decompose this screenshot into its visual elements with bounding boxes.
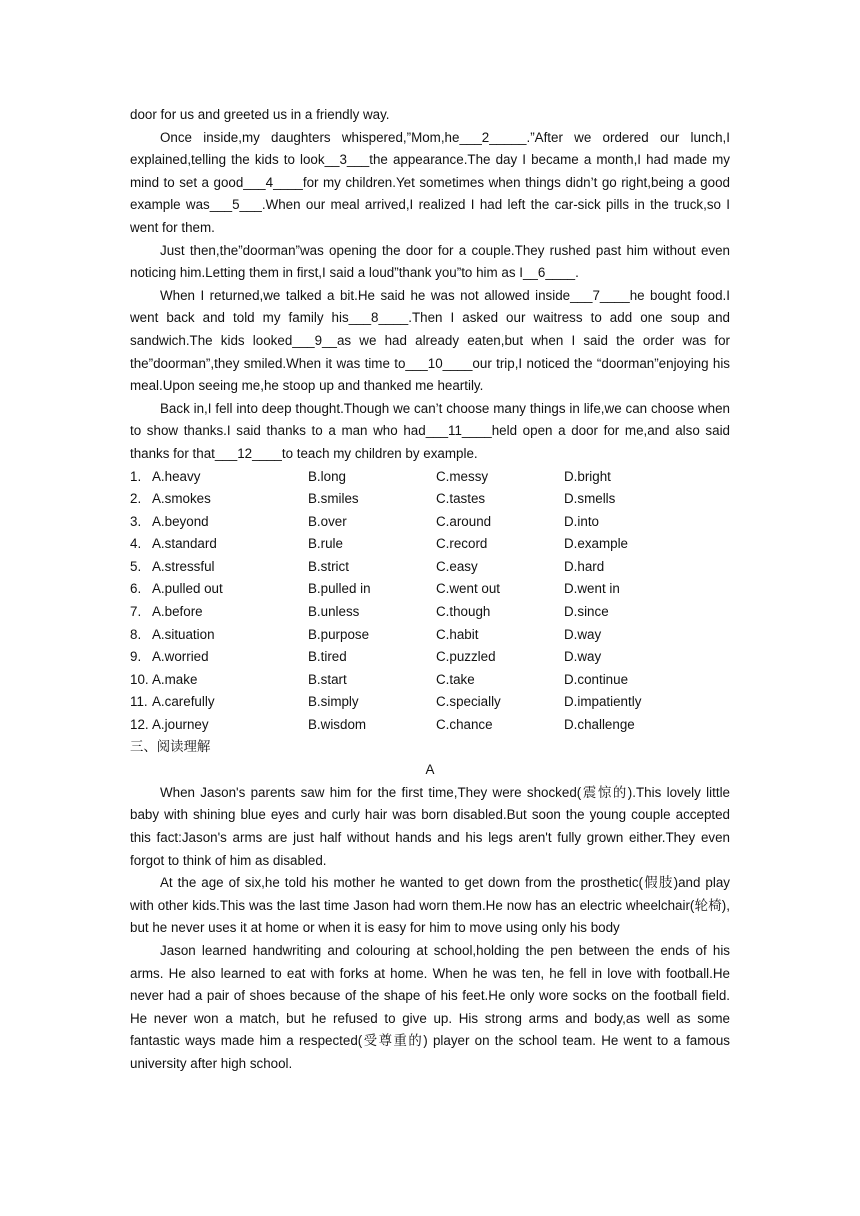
- option-a: A.journey: [152, 717, 209, 733]
- option-number: 7.: [130, 604, 142, 620]
- option-d: D.went in: [564, 581, 620, 597]
- option-d: D.impatiently: [564, 694, 642, 710]
- option-d: D.challenge: [564, 717, 635, 733]
- option-number: 4.: [130, 536, 142, 552]
- option-row: [130, 669, 730, 692]
- option-row: [130, 714, 730, 737]
- option-number: 9.: [130, 649, 142, 665]
- paragraph: Jason learned handwriting and colouring at school,holding the pen between the ends of his arms. He also learned to eat with forks at home. When he was ten, he fell in love with football.He never had a pair of shoes because of the shape of his feet.He only wore socks on the football field. He never won a match, but he refused to give up. His strong arms and body,as well as some fantastic ways made him a respected(受尊重的) player on the school team. He went to a famous university after high school.: [130, 942, 730, 1071]
- option-number: 5.: [130, 558, 142, 574]
- option-a: A.standard: [152, 536, 217, 552]
- option-number: 11.: [130, 694, 148, 710]
- option-c: C.puzzled: [436, 649, 496, 665]
- option-b: B.strict: [308, 558, 349, 574]
- option-c: C.habit: [436, 626, 479, 642]
- option-row: [130, 488, 730, 511]
- option-d: D.smells: [564, 491, 616, 507]
- option-a: A.situation: [152, 626, 215, 642]
- option-b: B.purpose: [308, 626, 370, 642]
- option-number: 2.: [130, 491, 142, 507]
- option-d: D.since: [564, 604, 609, 620]
- option-a: A.smokes: [152, 491, 211, 507]
- option-number: 3.: [130, 513, 142, 529]
- option-number: 8.: [130, 626, 142, 642]
- option-a: A.pulled out: [152, 581, 223, 597]
- option-b: B.wisdom: [308, 717, 367, 733]
- option-a: A.stressful: [152, 558, 215, 574]
- option-b: B.tired: [308, 649, 347, 665]
- option-c: C.chance: [436, 717, 493, 733]
- option-c: C.messy: [436, 468, 489, 484]
- paragraph: When Jason's parents saw him for the first time,They were shocked(震惊的).This lovely little baby with shining blue eyes and curly hair was born disabled.But soon the young couple accepted this fact:Jason's arms are just half without hands and his legs aren't fully grown either.They even forgot to think of him as disabled.: [130, 784, 730, 868]
- option-a: A.carefully: [152, 694, 215, 710]
- option-b: B.pulled in: [308, 581, 371, 597]
- option-row: [130, 624, 730, 647]
- options-list: [130, 466, 730, 737]
- option-b: B.simply: [308, 694, 359, 710]
- option-number: 12.: [130, 717, 149, 733]
- option-b: B.long: [308, 468, 346, 484]
- option-row: [130, 646, 730, 669]
- option-c: C.around: [436, 513, 492, 529]
- option-row: [130, 601, 730, 624]
- option-b: B.over: [308, 513, 347, 529]
- option-number: 10.: [130, 671, 149, 687]
- option-c: C.specially: [436, 694, 501, 710]
- paragraph: Once inside,my daughters whispered,”Mom,he___2_____.”After we ordered our lunch,I explained,telling the kids to look__3___the appearance.The day I became a month,I had made my mind to set a good___4____for my children.Yet sometimes when things didn’t go right,being a good example was___5___.When our meal arrived,I realized I had left the car-sick pills in the truck,so I went for them.: [130, 129, 730, 235]
- paragraph: When I returned,we talked a bit.He said he was not allowed inside___7____he bought food.I went back and told my family his___8____.Then I asked our waitress to add one soup and sandwich.The kids looked___9__as we had already eaten,but when I said the order was for the”doorman”,they smiled.When it was time to___10____our trip,I noticed the “doorman”enjoying his meal.Upon seeing me,he stoop up and thanked me heartily.: [130, 287, 730, 394]
- option-d: D.into: [564, 513, 599, 529]
- option-d: D.way: [564, 649, 602, 665]
- option-c: C.take: [436, 671, 475, 687]
- option-d: D.way: [564, 626, 602, 642]
- option-d: D.continue: [564, 671, 629, 687]
- section-title: 三、阅读理解: [130, 739, 211, 755]
- option-c: C.went out: [436, 581, 501, 597]
- option-b: B.unless: [308, 604, 360, 620]
- option-a: A.make: [152, 671, 198, 687]
- option-a: A.before: [152, 604, 203, 620]
- option-d: D.hard: [564, 558, 605, 574]
- option-b: B.start: [308, 671, 347, 687]
- paragraph: Just then,the”doorman”was opening the door for a couple.They rushed past him without even noticing him.Letting them in first,I said a loud”thank you”to him as I__6____.: [130, 242, 730, 281]
- option-d: D.example: [564, 536, 629, 552]
- option-b: B.rule: [308, 536, 343, 552]
- option-c: C.tastes: [436, 491, 486, 507]
- option-row: [130, 578, 730, 601]
- paragraph: At the age of six,he told his mother he wanted to get down from the prosthetic(假肢)and play with other kids.This was the last time Jason had worn them.He now has an electric wheelchair(轮椅), but he never uses it at home or when it is easy for him to move using only his body: [130, 875, 730, 936]
- option-row: [130, 691, 730, 714]
- paragraph: Back in,I fell into deep thought.Though we can’t choose many things in life,we can choose when to show thanks.I said thanks to a man who had___11____held open a door for me,and also said thanks for that___12____to teach my children by example.: [130, 400, 730, 461]
- document-page: [130, 104, 730, 1076]
- option-number: 1.: [130, 468, 142, 484]
- option-row: [130, 533, 730, 556]
- option-row: [130, 511, 730, 534]
- option-b: B.smiles: [308, 491, 359, 507]
- option-row: [130, 466, 730, 489]
- paragraph: door for us and greeted us in a friendly way.: [130, 107, 390, 122]
- option-c: C.record: [436, 536, 488, 552]
- option-a: A.worried: [152, 649, 209, 665]
- option-a: A.heavy: [152, 468, 201, 484]
- passage-label: A: [425, 762, 435, 778]
- option-row: [130, 556, 730, 579]
- option-a: A.beyond: [152, 513, 209, 529]
- option-c: C.easy: [436, 558, 478, 574]
- option-d: D.bright: [564, 468, 611, 484]
- option-c: C.though: [436, 604, 491, 620]
- option-number: 6.: [130, 581, 142, 597]
